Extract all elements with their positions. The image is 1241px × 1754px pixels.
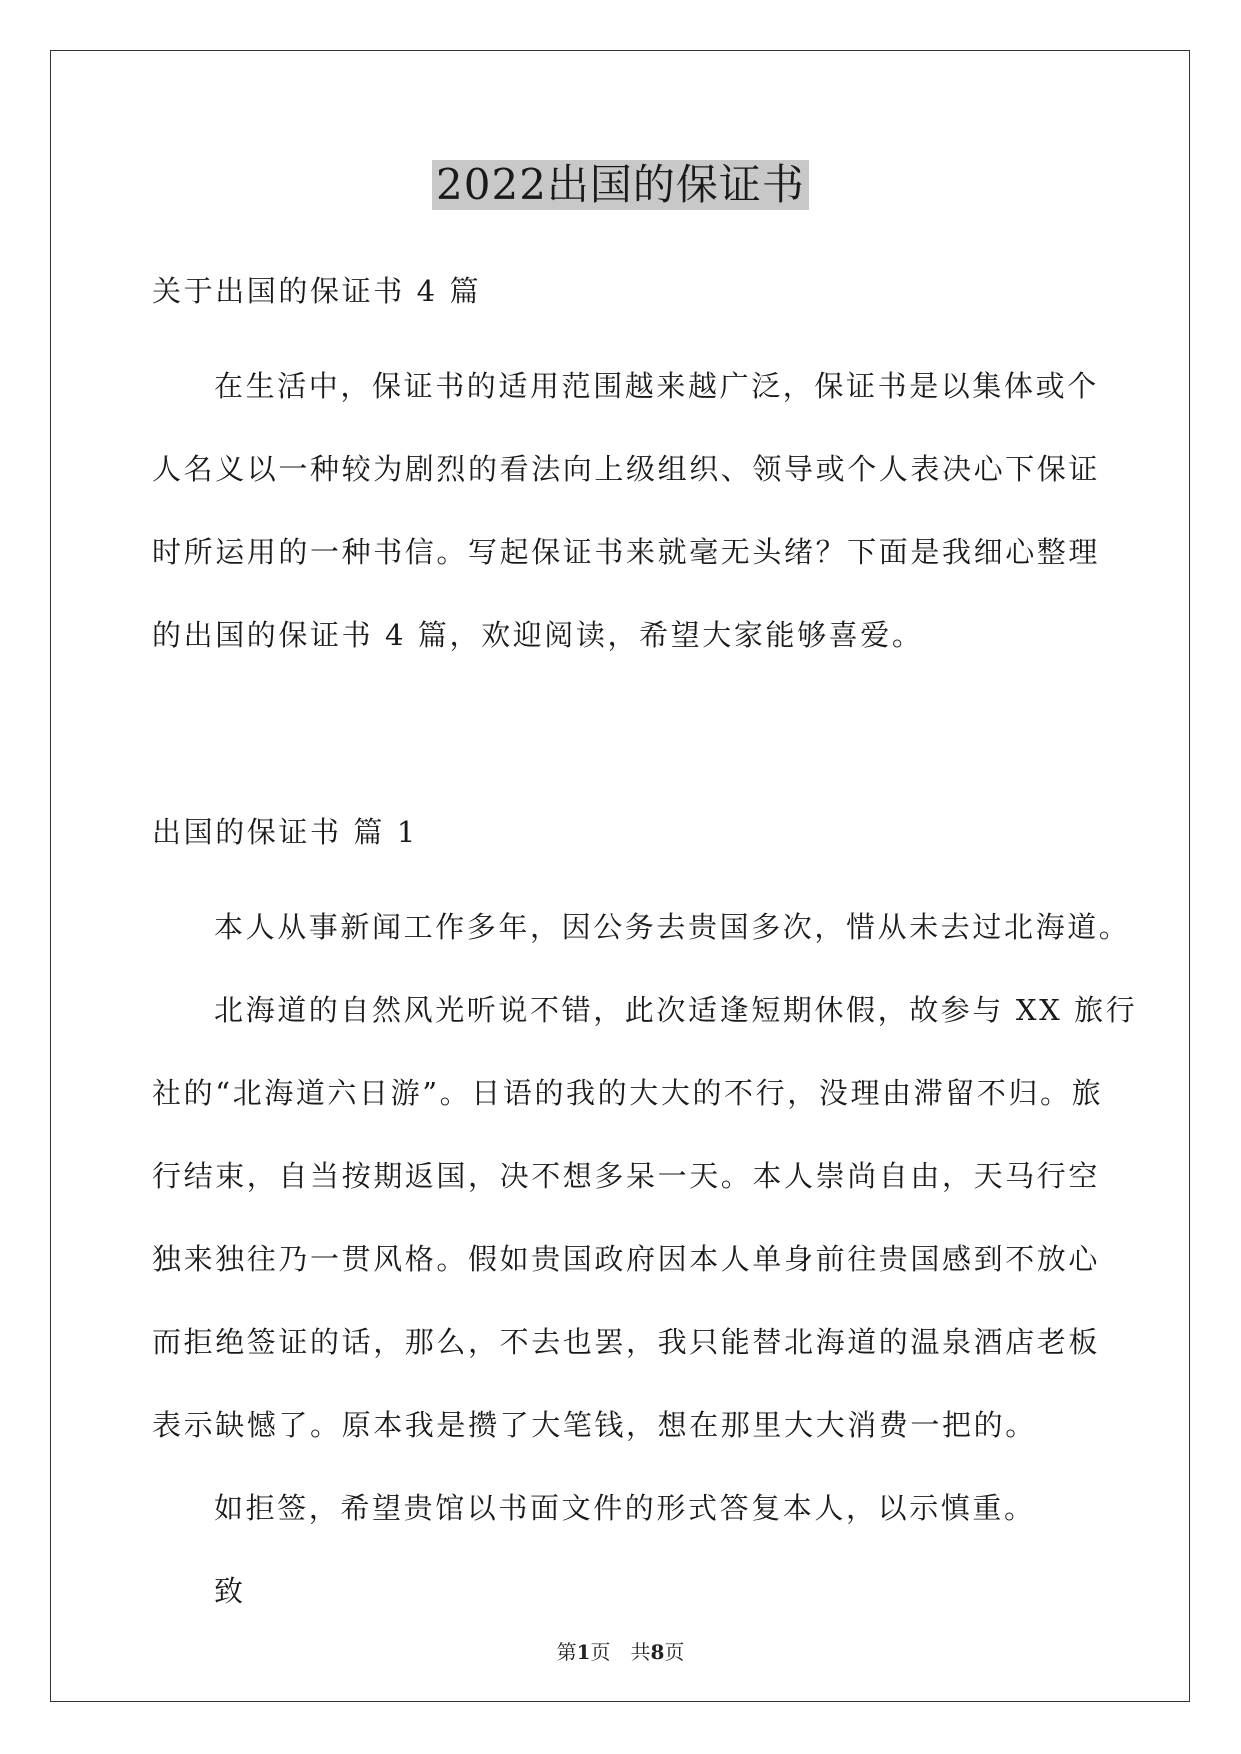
- document-body: [152, 262, 1138, 1633]
- section-heading: 出国的保证书 篇 1: [152, 815, 418, 849]
- paragraph-line: 如拒签，希望贵馆以书面文件的形式答复本人，以示慎重。: [214, 1491, 1036, 1525]
- intro-line: 的出国的保证书 4 篇，欢迎阅读，希望大家能够喜爱。: [152, 618, 924, 652]
- paragraph-line: 独来独往乃一贯风格。假如贵国政府因本人单身前往贵国感到不放心: [152, 1242, 1101, 1276]
- page-suffix: 页: [664, 1640, 685, 1664]
- paragraph-line: 行结束，自当按期返国，决不想多呆一天。本人崇尚自由，天马行空: [152, 1159, 1101, 1193]
- document-title-text: 2022出国的保证书: [432, 160, 809, 210]
- page-mid: 页 共: [590, 1640, 651, 1664]
- page-number-footer: [0, 1636, 1241, 1665]
- total-page-number: 8: [650, 1640, 665, 1664]
- paragraph-line: 社的“北海道六日游”。日语的我的大大的不行，没理由滞留不归。旅: [152, 1076, 1104, 1110]
- paragraph-line: 而拒绝签证的话，那么，不去也罢，我只能替北海道的温泉酒店老板: [152, 1325, 1101, 1359]
- paragraph-line: 本人从事新闻工作多年，因公务去贵国多次，惜从未去过北海道。: [214, 910, 1131, 944]
- paragraph-line: 表示缺憾了。原本我是攒了大笔钱，想在那里大大消费一把的。: [152, 1408, 1037, 1442]
- salutation-line: 致: [214, 1574, 246, 1608]
- paragraph-line: 北海道的自然风光听说不错，此次适逢短期休假，故参与 XX 旅行: [214, 993, 1138, 1027]
- intro-line: 人名义以一种较为剧烈的看法向上级组织、领导或个人表决心下保证: [152, 452, 1101, 486]
- intro-heading: 关于出国的保证书 4 篇: [152, 274, 482, 308]
- intro-line: 在生活中，保证书的适用范围越来越广泛，保证书是以集体或个: [214, 369, 1099, 403]
- current-page-number: 1: [576, 1640, 591, 1664]
- document-title: [0, 160, 1241, 210]
- page-prefix: 第: [556, 1640, 577, 1664]
- intro-line: 时所运用的一种书信。写起保证书来就毫无头绪？下面是我细心整理: [152, 535, 1101, 569]
